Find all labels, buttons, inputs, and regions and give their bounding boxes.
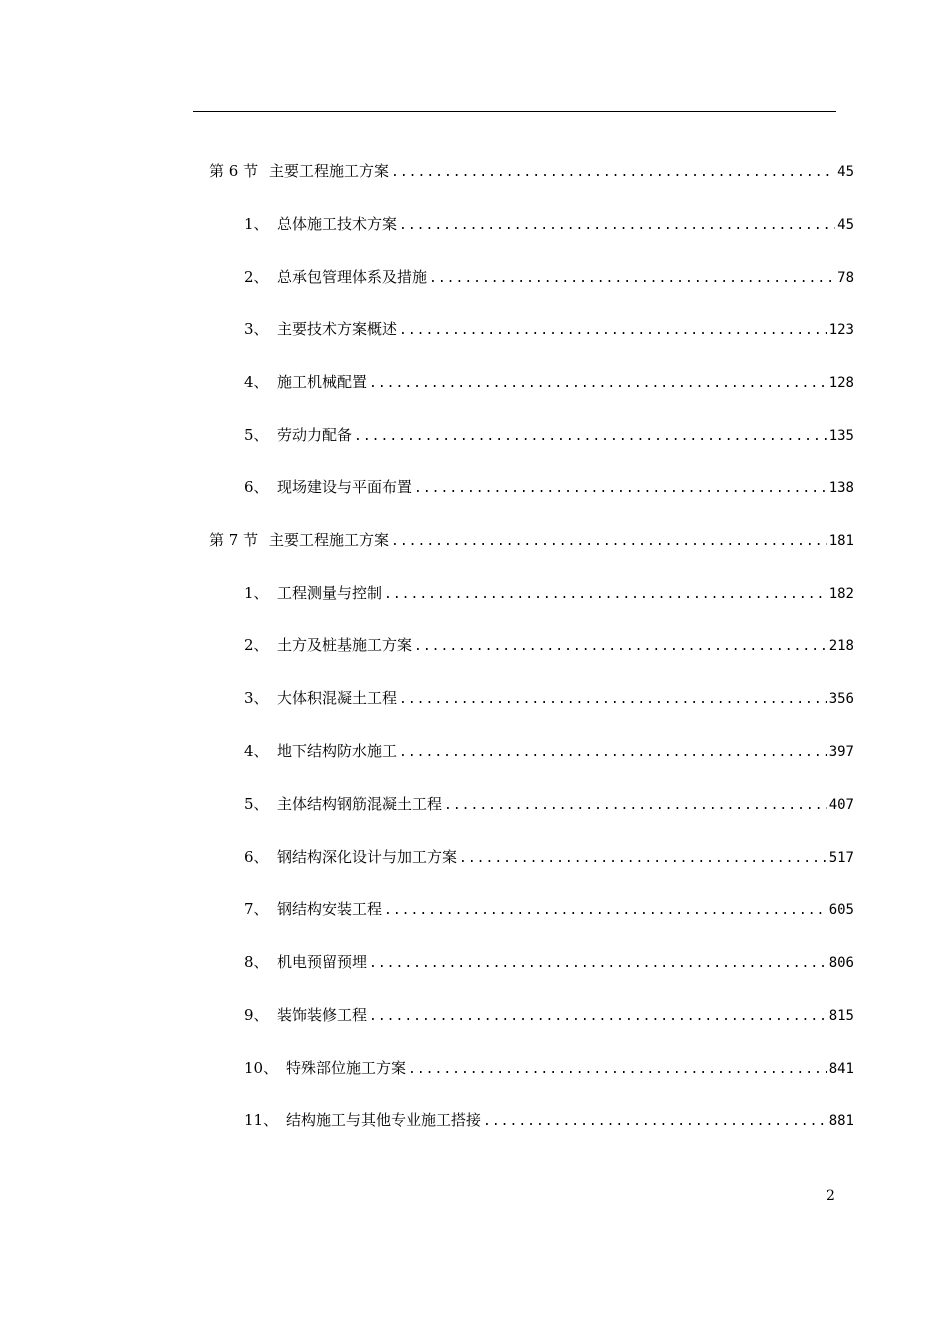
toc-dot-leader [384,899,827,923]
toc-item-title: 施工机械配置 [277,373,368,391]
toc-item-number: 6、 [244,478,269,496]
toc-dot-leader [369,952,827,976]
toc-dot-leader [414,477,827,501]
toc-page-number: 881 [828,1113,854,1129]
toc-item-number: 2、 [244,268,269,286]
toc-item-number: 4、 [244,373,269,391]
toc-page-number: 356 [828,691,854,707]
toc-item-number: 5、 [244,426,269,444]
toc-item-number: 1、 [244,215,269,233]
toc-item[interactable] [244,845,854,869]
toc-page-number: 806 [828,955,854,971]
toc-dot-leader [459,847,827,871]
toc-item[interactable] [244,370,854,394]
toc-page-number: 182 [828,586,854,602]
toc-item[interactable] [244,686,854,710]
toc-item-number: 1、 [244,584,269,602]
toc-item-title: 结构施工与其他专业施工搭接 [286,1111,482,1129]
toc-item[interactable] [244,792,854,816]
toc-item-number: 3、 [244,320,269,338]
toc-page-number: 407 [828,797,854,813]
toc-item-title: 装饰装修工程 [277,1006,368,1024]
toc-item-title: 大体积混凝土工程 [277,689,398,707]
toc-dot-leader [483,1110,827,1134]
toc-item-number: 2、 [244,636,269,654]
toc-item[interactable] [244,950,854,974]
toc-page-number: 45 [837,164,854,180]
toc-item-title: 特殊部位施工方案 [286,1059,407,1077]
toc-item-title: 钢结构深化设计与加工方案 [277,848,458,866]
toc-item[interactable] [244,581,854,605]
toc-page-number: 138 [828,480,854,496]
toc-item-title: 劳动力配备 [277,426,353,444]
toc-item-title: 总体施工技术方案 [277,215,398,233]
toc-page-number: 128 [828,375,854,391]
toc-page-number: 815 [828,1008,854,1024]
toc-item-title: 机电预留预埋 [277,953,368,971]
toc-dot-leader [444,794,827,818]
toc-item-title: 地下结构防水施工 [277,742,398,760]
toc-page-number: 218 [828,638,854,654]
toc-dot-leader [429,267,835,291]
toc-item[interactable] [244,1108,854,1132]
toc-item-title: 现场建设与平面布置 [277,478,413,496]
toc-item[interactable] [244,212,854,236]
toc-section-title: 主要工程施工方案 [269,531,390,549]
toc-page-number: 181 [828,533,854,549]
toc-dot-leader [391,530,827,554]
toc-dot-leader [414,635,827,659]
toc-page-number: 45 [837,217,854,233]
toc-section-title: 主要工程施工方案 [269,162,390,180]
toc-page-number: 123 [828,322,854,338]
toc-item[interactable] [244,1056,854,1080]
toc-item-title: 主体结构钢筋混凝土工程 [277,795,443,813]
toc-dot-leader [399,688,827,712]
toc-item-number: 11、 [244,1111,279,1129]
toc-item[interactable] [244,317,854,341]
toc-item[interactable] [244,1003,854,1027]
toc-page-number: 605 [828,902,854,918]
toc-item[interactable] [244,633,854,657]
toc-item-number: 3、 [244,689,269,707]
toc-item-number: 5、 [244,795,269,813]
toc-item-number: 4、 [244,742,269,760]
toc-item-number: 7、 [244,900,269,918]
toc-item[interactable] [244,897,854,921]
toc-dot-leader [399,214,835,238]
toc-item-title: 主要技术方案概述 [277,320,398,338]
toc-dot-leader [408,1058,827,1082]
toc-page-number: 135 [828,428,854,444]
toc-item[interactable] [244,265,854,289]
toc-item[interactable] [244,423,854,447]
toc-section-number: 第 7 节 [209,531,259,549]
toc-dot-leader [391,161,835,185]
toc-page-number: 841 [828,1061,854,1077]
toc-page-number: 397 [828,744,854,760]
footer-page-number: 2 [826,1188,835,1204]
toc-section-7[interactable] [209,528,854,552]
toc-section-number: 第 6 节 [209,162,259,180]
toc-dot-leader [369,372,827,396]
toc-item-title: 总承包管理体系及措施 [277,268,428,286]
toc-item-title: 钢结构安装工程 [277,900,383,918]
toc-item-number: 10、 [244,1059,279,1077]
toc-item-title: 工程测量与控制 [277,584,383,602]
toc-item-number: 6、 [244,848,269,866]
header-rule [193,111,836,112]
toc-dot-leader [399,741,827,765]
toc-item-title: 土方及桩基施工方案 [277,636,413,654]
toc-page-number: 517 [828,850,854,866]
toc-item[interactable] [244,739,854,763]
toc-dot-leader [354,425,827,449]
toc-item-number: 9、 [244,1006,269,1024]
toc-item-number: 8、 [244,953,269,971]
toc-dot-leader [369,1005,827,1029]
toc-item[interactable] [244,475,854,499]
toc-page-number: 78 [837,270,854,286]
toc-section-6[interactable] [209,159,854,183]
toc-dot-leader [399,319,827,343]
toc-dot-leader [384,583,827,607]
